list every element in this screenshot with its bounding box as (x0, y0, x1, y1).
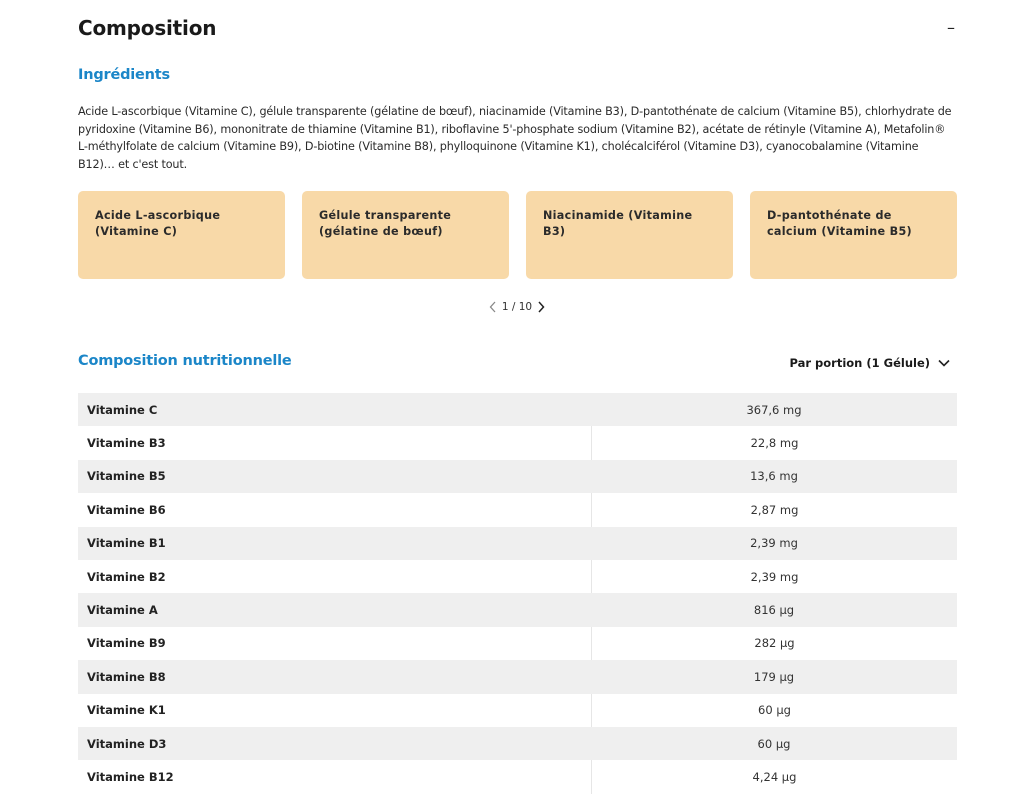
nutrient-name: Vitamine B12 (87, 769, 174, 784)
nutrient-name: Vitamine B8 (87, 669, 166, 684)
chevron-right-icon[interactable] (535, 299, 547, 315)
table-row (78, 760, 957, 793)
nutrition-heading: Composition nutritionnelle (78, 353, 292, 369)
nutrient-name: Vitamine B3 (87, 436, 166, 451)
nutrient-value: 2,39 mg (591, 560, 957, 593)
nutrient-value: 367,6 mg (746, 402, 802, 417)
ingredient-card[interactable]: Gélule transparente (gélatine de bœuf) (302, 191, 509, 279)
nutrient-value: 816 µg (753, 603, 795, 618)
ingredient-card[interactable]: Acide L-ascorbique (Vitamine C) (78, 191, 285, 279)
ingredient-card[interactable]: D-pantothénate de calcium (Vitamine B5) (750, 191, 957, 279)
nutrient-name: Vitamine B6 (87, 502, 166, 517)
ingredient-carousel (78, 191, 957, 279)
nutrient-value: 179 µg (753, 669, 795, 684)
nutrient-name: Vitamine K1 (87, 703, 166, 718)
nutrient-name: Vitamine B5 (87, 469, 166, 484)
nutrient-value: 60 µg (591, 694, 957, 727)
pager-label: 1 / 10 (501, 301, 533, 313)
table-row (78, 560, 957, 593)
nutrient-name: Vitamine C (87, 402, 158, 417)
nutrient-name: Vitamine A (87, 603, 158, 618)
nutrient-value: 60 µg (757, 736, 791, 751)
table-row (78, 727, 957, 760)
table-row (78, 426, 957, 459)
table-row (78, 527, 957, 560)
nutrient-value: 13,6 mg (750, 469, 798, 484)
composition-header (78, 14, 958, 44)
portion-select[interactable] (789, 353, 950, 373)
table-row (78, 694, 957, 727)
nutrient-name: Vitamine B1 (87, 536, 166, 551)
ingredient-card[interactable]: Niacinamide (Vitamine B3) (526, 191, 733, 279)
table-row (78, 660, 957, 693)
table-row (78, 593, 957, 626)
carousel-pager (487, 298, 547, 316)
table-row (78, 393, 957, 426)
nutrient-value: 282 µg (591, 627, 957, 660)
ingredients-heading: Ingrédients (78, 67, 170, 83)
table-row (78, 460, 957, 493)
table-row (78, 627, 957, 660)
nutrient-name: Vitamine B2 (87, 569, 166, 584)
portion-label: Par portion (1 Gélule) (789, 356, 930, 370)
nutrient-value: 2,39 mg (750, 536, 798, 551)
chevron-down-icon (938, 359, 950, 367)
nutrient-value: 22,8 mg (591, 426, 957, 459)
nutrient-value: 2,87 mg (591, 493, 957, 526)
section-title: Composition (78, 16, 217, 40)
nutrient-value: 4,24 µg (591, 760, 957, 793)
nutrition-table (78, 393, 957, 794)
nutrient-name: Vitamine B9 (87, 636, 166, 651)
collapse-icon[interactable]: – (947, 18, 955, 37)
nutrient-name: Vitamine D3 (87, 736, 167, 751)
table-row (78, 493, 957, 526)
ingredients-text: Acide L-ascorbique (Vitamine C), gélule transparente (gélatine de bœuf), niacinamide (Vitamine B3), D-pantothénate de calcium (Vitamine B5), chlorhydrate de pyridoxine (Vitamine B6), mononitrate de thiamine (Vitamine B1), riboflavine 5'-phosphate sodium (Vitamine B2), acétate de rétinyle (Vitamine A), Metafolin® L-méthylfolate de calcium (Vitamine B9), D-biotine (Vitamine B8), phylloquinone (Vitamine K1), cholécalciférol (Vitamine D3), cyanocobalamine (Vitamine B12)… et c'est tout. (78, 105, 952, 171)
chevron-left-icon[interactable] (487, 299, 499, 315)
